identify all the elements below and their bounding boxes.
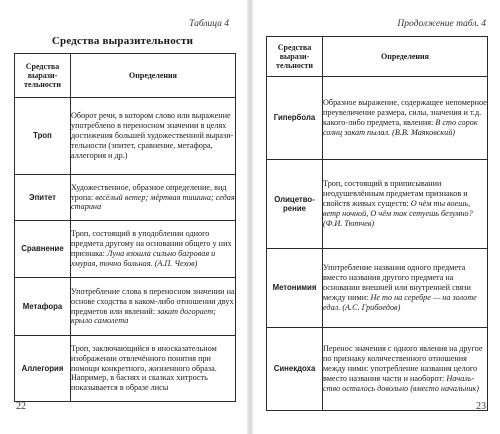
header-definitions: Определения (323, 37, 488, 77)
row-definition: Употребление слова в переносном значении на основе сходства в каком-либо отношении двух предметов или явлений: закат догорает; крыло самолета (71, 278, 236, 336)
row-term: Метонимия (267, 249, 323, 328)
row-term: Аллегория (15, 336, 71, 402)
row-term: Гипербола (267, 77, 323, 160)
table-row (267, 77, 488, 160)
header-terms: Средства вырази-тельности (15, 54, 71, 98)
row-term: Эпитет (15, 175, 71, 221)
row-term: Сравнение (15, 221, 71, 278)
table-row (15, 175, 236, 221)
table-row (267, 328, 488, 411)
row-definition: Художественное, образное определение, вид тропа: весёлый ветер; мёртвая тишина; седая старина (71, 175, 236, 221)
page-title: Средства выразительности (51, 35, 194, 47)
row-term: Метафора (15, 278, 71, 336)
row-term: Олицетворение (267, 160, 323, 249)
table-header-row (267, 37, 488, 77)
header-definitions: Определения (71, 54, 236, 98)
left-page (0, 0, 245, 434)
page-number: 23 (476, 401, 486, 412)
table-row (15, 98, 236, 175)
table-row (267, 160, 488, 249)
row-definition: Образное выражение, содержащее непомерное преувеличение размера, силы, значения и т.д. какого-либо предмета, явления: В сто сорок солнц закат пылал. (В.В. Маяковский) (323, 77, 488, 160)
terms-table (14, 53, 236, 402)
row-term: Синекдоха (267, 328, 323, 411)
table-caption: Таблица 4 (189, 19, 229, 29)
table-row (15, 278, 236, 336)
table-caption: Продолжение табл. 4 (397, 19, 486, 29)
table-row (267, 249, 488, 328)
row-definition: Оборот речи, в котором слово или выражение употреблено в переносном значении в целях достижения большей художественной выразительности (эпитет, сравнение, метафора, аллегория и др.) (71, 98, 236, 175)
table-row (15, 336, 236, 402)
page-number: 22 (16, 401, 26, 412)
row-definition: Троп, заключающийся в иносказательном изображении отвлечённого понятия при помощи конкретного, жизненного образа. Например, в баснях и сказках хитрость показывается в образе лисы (71, 336, 236, 402)
header-terms: Средства вырази-тельности (267, 37, 323, 77)
row-definition: Употребление названия одного предмета вместо названия другого предмета на основании внешней или внутренней связи между ними: Не то на серебре — на золоте едал. (А.С. Грибоедов) (323, 249, 488, 328)
right-page (255, 0, 500, 434)
table-row (15, 221, 236, 278)
row-definition: Троп, состоящий в уподоблении одного предмета другому на основании общего у них признака: Луна взошла сильно багровая и хмурая, точно больная. (А.П. Чехов) (71, 221, 236, 278)
row-definition: Перенос значения с одного явления на другое по признаку количественного отношения между ними: употребление названия целого вместо названия части и наоборот: Начальство осталось довольно (вместо начальник) (323, 328, 488, 411)
book-spine (247, 0, 253, 434)
terms-table-continued (266, 36, 488, 411)
table-header-row (15, 54, 236, 98)
row-definition: Троп, состоящий в приписывании неодушевлённым предметам признаков и свойств живых существ: О чём ты воешь, ветр ночной, О чём так сетуешь безумно? (Ф.И. Тютчев) (323, 160, 488, 249)
row-term: Троп (15, 98, 71, 175)
